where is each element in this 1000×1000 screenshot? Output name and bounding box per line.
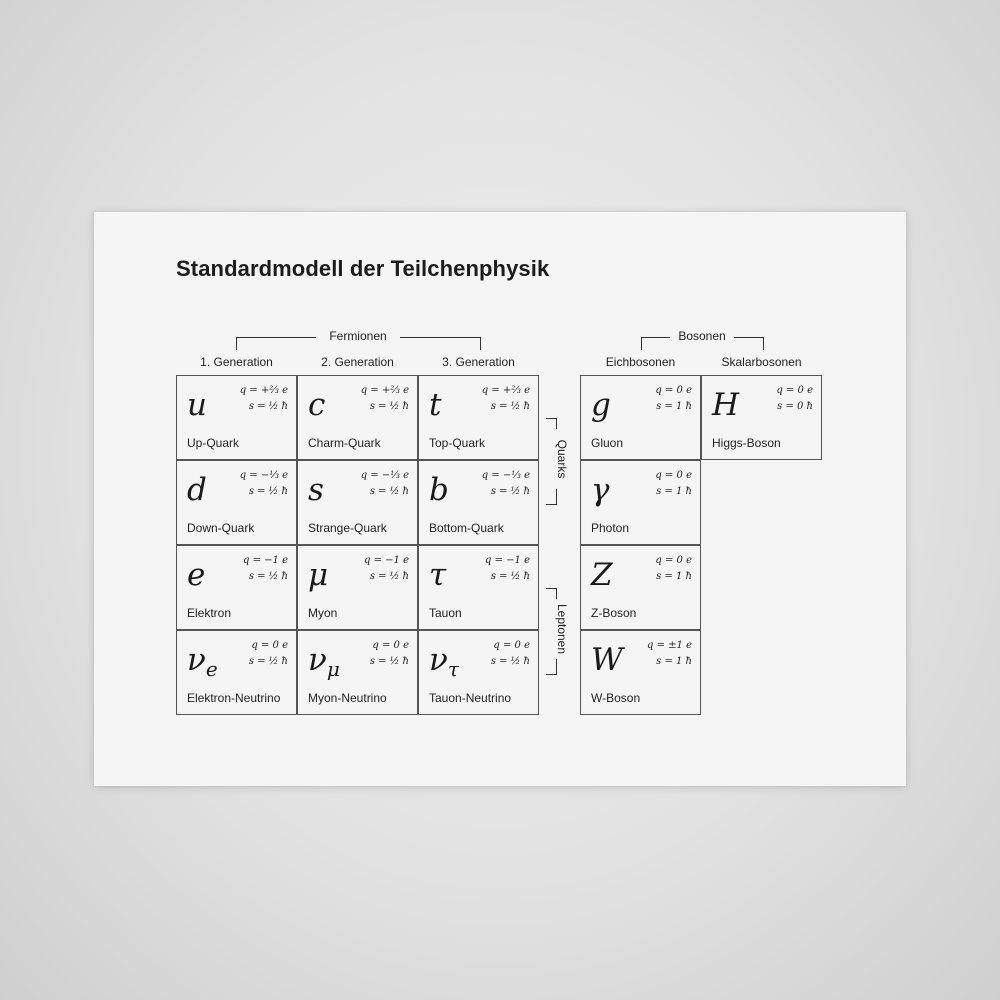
spin-value: s = ½ ħ — [490, 486, 530, 497]
particle-name: Elektron-Neutrino — [187, 691, 281, 705]
quantum-numbers — [482, 468, 530, 500]
spin-value: s = ½ ħ — [248, 571, 288, 582]
quantum-numbers — [482, 383, 530, 415]
charge-value: q = −1 e — [243, 555, 288, 566]
particle-cell-gluon — [580, 375, 701, 460]
particle-cell-myon — [297, 545, 418, 630]
fermionen-label: Fermionen — [316, 329, 400, 343]
particle-symbol-letter: d — [187, 472, 207, 508]
page-title: Standardmodell der Teilchenphysik — [176, 256, 550, 281]
particle-symbol-letter: ν — [308, 642, 327, 678]
particle-symbol-letter: u — [187, 387, 207, 423]
charge-value: q = −1 e — [364, 555, 409, 566]
charge-value: q = −1 e — [485, 555, 530, 566]
particle-symbol-letter: ν — [187, 642, 206, 678]
particle-symbol — [187, 387, 207, 423]
spin-value: s = ½ ħ — [369, 401, 409, 412]
spin-value: s = ½ ħ — [369, 486, 409, 497]
particle-symbol — [591, 472, 610, 508]
particle-symbol-letter: b — [429, 472, 449, 508]
bosonen-label: Bosonen — [670, 329, 734, 343]
column-header-gen1: 1. Generation — [200, 355, 273, 369]
particle-name: Z-Boson — [591, 606, 637, 620]
particle-cell-photon — [580, 460, 701, 545]
particle-cell-higgs-boson — [701, 375, 822, 460]
particle-name: Tauon-Neutrino — [429, 691, 512, 705]
particle-cell-tauon-neutrino — [418, 630, 539, 715]
leptonen-label: Leptonen — [555, 599, 569, 659]
charge-value: q = 0 e — [251, 640, 288, 651]
particle-cell-top-quark — [418, 375, 539, 460]
particle-cell-tauon — [418, 545, 539, 630]
particle-name: Up-Quark — [187, 436, 240, 450]
particle-symbol-letter: μ — [308, 557, 329, 593]
charge-value: q = 0 e — [655, 555, 692, 566]
quantum-numbers — [361, 383, 409, 415]
particle-name: Elektron — [187, 606, 232, 620]
spin-value: s = ½ ħ — [490, 656, 530, 667]
spin-value: s = 1 ħ — [656, 656, 692, 667]
particle-symbol — [591, 557, 613, 593]
particle-name: Myon-Neutrino — [308, 691, 387, 705]
spin-value: s = ½ ħ — [369, 656, 409, 667]
quantum-numbers — [249, 638, 288, 670]
particle-name: Top-Quark — [429, 436, 486, 450]
particle-cell-charm-quark — [297, 375, 418, 460]
charge-value: q = +⅔ e — [239, 385, 288, 396]
particle-cell-myon-neutrino — [297, 630, 418, 715]
particle-name: Higgs-Boson — [712, 436, 781, 450]
column-header-gen2: 2. Generation — [321, 355, 394, 369]
particle-cell-w-boson — [580, 630, 701, 715]
particle-symbol — [429, 387, 442, 423]
column-header-skalarbosonen: Skalarbosonen — [721, 355, 802, 369]
particle-symbol — [429, 557, 447, 593]
particle-name: Myon — [308, 606, 338, 620]
particle-symbol-letter: ν — [429, 642, 448, 678]
charge-value: q = −⅓ e — [360, 470, 409, 481]
particle-symbol-letter: c — [308, 387, 326, 423]
quantum-numbers — [776, 383, 813, 415]
particle-cell-elektron — [176, 545, 297, 630]
quantum-numbers — [491, 638, 530, 670]
particle-symbol-subscript: μ — [326, 657, 340, 681]
particle-symbol — [187, 472, 207, 508]
quantum-numbers — [370, 638, 409, 670]
particle-symbol — [591, 642, 623, 678]
quantum-numbers — [240, 383, 288, 415]
column-header-gen3: 3. Generation — [442, 355, 515, 369]
charge-value: q = 0 e — [493, 640, 530, 651]
quantum-numbers — [647, 638, 692, 670]
particle-name: W-Boson — [591, 691, 641, 705]
spin-value: s = ½ ħ — [490, 401, 530, 412]
quantum-numbers — [361, 468, 409, 500]
particle-symbol-letter: s — [308, 472, 324, 508]
spin-value: s = ½ ħ — [490, 571, 530, 582]
particle-symbol-letter: e — [187, 557, 206, 593]
charge-value: q = +⅔ e — [481, 385, 530, 396]
quantum-numbers — [655, 468, 692, 500]
charge-value: q = +⅔ e — [360, 385, 409, 396]
poster-sheet — [94, 212, 906, 786]
particle-symbol-letter: τ — [429, 557, 447, 593]
spin-value: s = 1 ħ — [656, 571, 692, 582]
charge-value: q = −⅓ e — [239, 470, 288, 481]
particle-symbol — [429, 472, 449, 508]
quantum-numbers — [243, 553, 288, 585]
particle-symbol-letter: H — [712, 387, 740, 423]
quantum-numbers — [655, 383, 692, 415]
particle-cell-elektron-neutrino — [176, 630, 297, 715]
particle-cell-bottom-quark — [418, 460, 539, 545]
particle-cell-down-quark — [176, 460, 297, 545]
particle-symbol-letter: Z — [591, 557, 613, 593]
spin-value: s = 1 ħ — [656, 401, 692, 412]
charge-value: q = 0 e — [655, 385, 692, 396]
spin-value: s = ½ ħ — [248, 486, 288, 497]
particle-symbol-letter: W — [591, 642, 623, 678]
charge-value: q = ±1 e — [647, 640, 692, 651]
particle-symbol — [591, 387, 611, 423]
particle-symbol — [308, 642, 340, 681]
spin-value: s = 0 ħ — [777, 401, 813, 412]
spin-value: s = ½ ħ — [369, 571, 409, 582]
particle-name: Tauon — [429, 606, 462, 620]
particle-cell-z-boson — [580, 545, 701, 630]
spin-value: s = ½ ħ — [248, 656, 288, 667]
charge-value: q = 0 e — [776, 385, 813, 396]
particle-cell-up-quark — [176, 375, 297, 460]
particle-symbol-letter: g — [591, 387, 611, 423]
particle-symbol — [308, 472, 324, 508]
particle-symbol — [187, 642, 218, 681]
spin-value: s = ½ ħ — [248, 401, 288, 412]
particle-symbol-subscript: τ — [447, 657, 459, 681]
charge-value: q = 0 e — [655, 470, 692, 481]
particle-name: Bottom-Quark — [429, 521, 504, 535]
quantum-numbers — [364, 553, 409, 585]
particle-symbol-letter: γ — [591, 472, 610, 508]
particle-symbol — [308, 387, 326, 423]
particle-symbol-letter: t — [429, 387, 442, 423]
particle-symbol — [187, 557, 206, 593]
charge-value: q = 0 e — [372, 640, 409, 651]
particle-cell-strange-quark — [297, 460, 418, 545]
particle-symbol-subscript: e — [205, 657, 218, 681]
particle-name: Down-Quark — [187, 521, 255, 535]
particle-symbol — [308, 557, 329, 593]
charge-value: q = −⅓ e — [481, 470, 530, 481]
particle-name: Gluon — [591, 436, 624, 450]
quantum-numbers — [485, 553, 530, 585]
particle-name: Photon — [591, 521, 630, 535]
particle-name: Strange-Quark — [308, 521, 387, 535]
column-header-eichbosonen: Eichbosonen — [605, 355, 676, 369]
quantum-numbers — [240, 468, 288, 500]
quarks-label: Quarks — [555, 429, 569, 489]
quantum-numbers — [655, 553, 692, 585]
spin-value: s = 1 ħ — [656, 486, 692, 497]
particle-symbol — [712, 387, 740, 423]
particle-name: Charm-Quark — [308, 436, 381, 450]
particle-symbol — [429, 642, 459, 681]
